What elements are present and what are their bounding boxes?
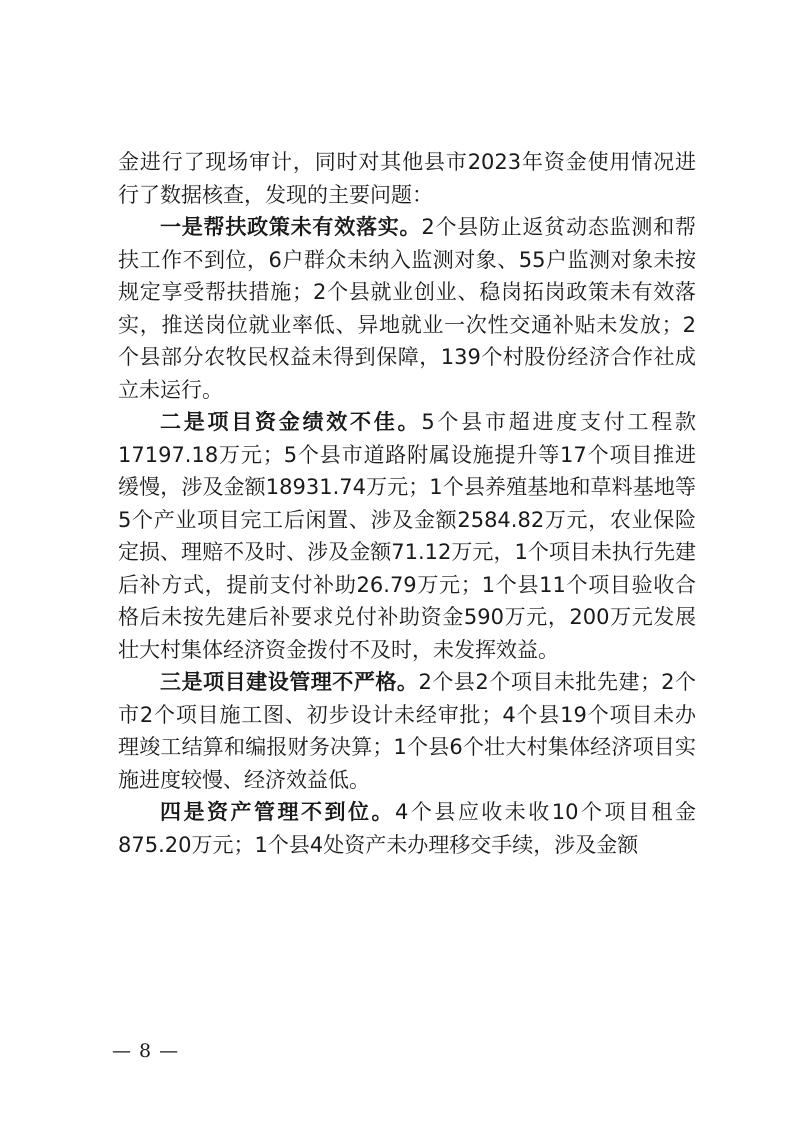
page-number: — 8 — [112,1040,180,1062]
paragraph-heading: 一是帮扶政策未有效落实。 [160,215,422,239]
paragraph-text: 5个县市超进度支付工程款17197.18万元；5个县市道路附属设施提升等17个项目推进缓慢，涉及金额18931.74万元；1个县养殖基地和草料基地等5个产业项目完工后闲置、涉及金额2584.82万元，农业保险定损、理赔不及时、涉及金额71.12万元，1个项目未执行先建后补方式，提前支付补助26.79万元；1个县11个项目验收合格后未按先建后补要求兑付补助资金590万元，200万元发展壮大村集体经济资金拨付不及时，未发挥效益。 [118,410,696,662]
paragraph-heading: 四是资产管理不到位。 [160,800,395,824]
body-text [118,146,696,861]
paragraph-text: 4个县应收未收10个项目租金875.20万元；1个县4处资产未办理移交手续，涉及金额 [118,800,696,857]
paragraph-heading: 三是项目建设管理不严格。 [160,670,419,694]
paragraph-construction [118,666,696,796]
paragraph-policy [118,211,696,406]
paragraph-funds [118,406,696,666]
intro-paragraph: 金进行了现场审计，同时对其他县市2023年资金使用情况进行了数据核查，发现的主要问题： [118,150,696,207]
paragraph-assets [118,796,696,861]
paragraph-heading: 二是项目资金绩效不佳。 [160,410,422,434]
paragraph-text: 2个县防止返贫动态监测和帮扶工作不到位，6户群众未纳入监测对象、55户监测对象未按规定享受帮扶措施；2个县就业创业、稳岗拓岗政策未有效落实，推送岗位就业率低、异地就业一次性交通补贴未发放；2个县部分农牧民权益未得到保障，139个村股份经济合作社成立未运行。 [118,215,696,402]
paragraph-text: 2个县2个项目未批先建；2个市2个项目施工图、初步设计未经审批；4个县19个项目未办理竣工结算和编报财务决算；1个县6个壮大村集体经济项目实施进度较慢、经济效益低。 [118,670,696,792]
